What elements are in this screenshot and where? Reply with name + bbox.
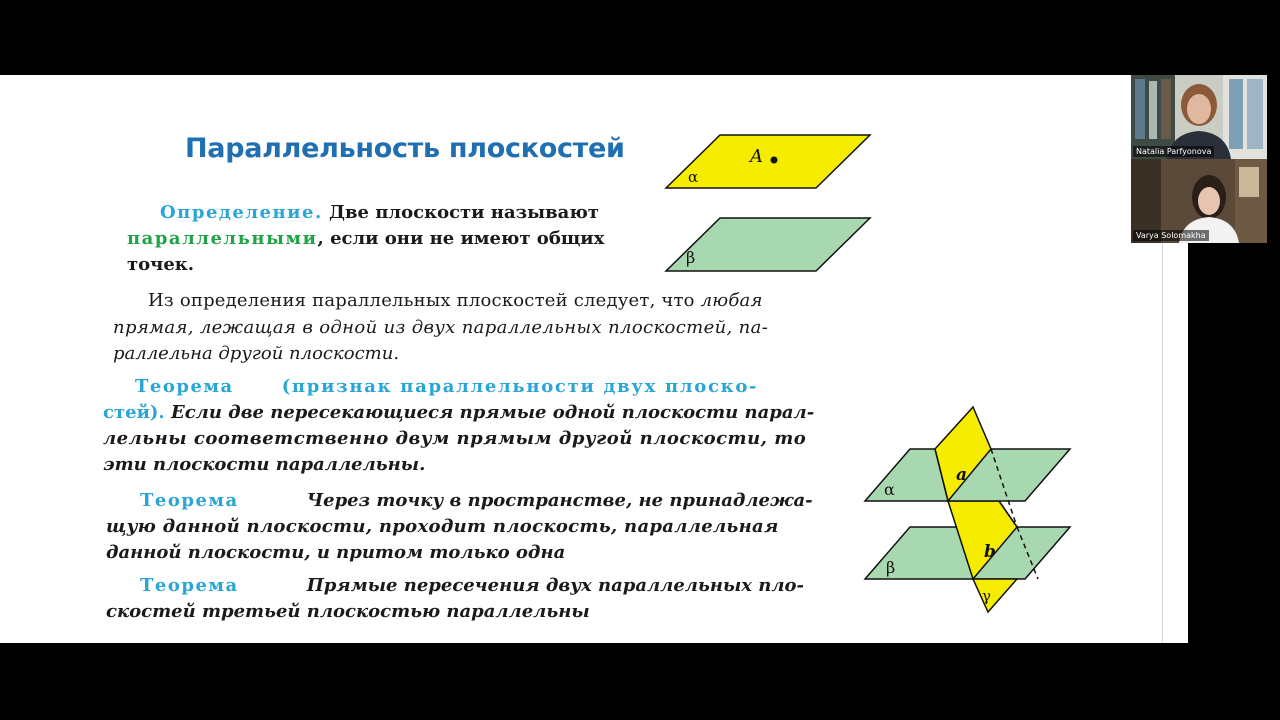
theorem2-line-3: данной плоскости, и притом только одна: [106, 542, 566, 563]
plane-beta-label: β: [686, 248, 696, 267]
parallel-planes-figure: [660, 130, 875, 275]
plane-beta-label-2: β: [886, 558, 896, 577]
consequence-line-1: Из определения параллельных плоскостей следует, что любая: [148, 290, 763, 311]
participant-tile-2[interactable]: [1131, 159, 1267, 243]
plane-alpha-label-2: α: [884, 480, 895, 499]
line-b-label: b: [984, 542, 996, 562]
definition-line-1: Определение. Две плоскости называют: [160, 202, 599, 223]
consequence-line-2: прямая, лежащая в одной из двух параллельных плоскостей, па-: [113, 317, 769, 338]
line-a-label: a: [956, 465, 968, 485]
plane-gamma-label: γ: [982, 587, 991, 605]
theorem2-line-1: Теорема Через точку в пространстве, не принадлежа-: [140, 490, 813, 511]
theorem1-line-4: эти плоскости параллельны.: [103, 454, 426, 475]
theorem1-line-2: стей). Если две пересекающиеся прямые одной плоскости парал-: [103, 402, 815, 423]
intersecting-plane-figure: [860, 405, 1075, 615]
theorem2-term: Теорема: [140, 490, 239, 511]
definition-line-3: точек.: [127, 254, 195, 275]
point-a-label: A: [750, 146, 763, 167]
theorem3-line-2: скостей третьей плоскостью параллельны: [106, 601, 590, 622]
plane-alpha-label: α: [688, 168, 699, 186]
theorem1-term: Теорема: [135, 376, 234, 397]
plane-gamma-bottom: [973, 579, 1017, 612]
definition-term: Определение.: [160, 202, 323, 223]
presentation-slide: [0, 75, 1188, 643]
theorem2-line-2: щую данной плоскости, проходит плоскость, параллельная: [106, 516, 779, 537]
consequence-line-3: раллельна другой плоскости.: [113, 343, 400, 364]
theorem3-line-1: Теорема Прямые пересечения двух параллельных пло-: [140, 575, 805, 596]
point-a: [771, 157, 778, 164]
participant-name-2: Varya Solomakha: [1133, 230, 1209, 241]
participant-name-1: Natalia Parfyonova: [1133, 146, 1214, 157]
definition-highlight: параллельными: [127, 228, 318, 249]
plane-beta-top: [666, 218, 870, 271]
theorem3-term: Теорема: [140, 575, 239, 596]
participants-panel: [1131, 75, 1267, 243]
slide-title: Параллельность плоскостей: [185, 133, 625, 164]
participant-tile-1[interactable]: [1131, 75, 1267, 159]
theorem1-line-1: Теорема (признак параллельности двух плоско-: [135, 376, 759, 397]
definition-line-2: параллельными, если они не имеют общих: [127, 228, 605, 249]
theorem1-line-3: лельны соответственно двум прямым другой плоскости, то: [103, 428, 807, 449]
